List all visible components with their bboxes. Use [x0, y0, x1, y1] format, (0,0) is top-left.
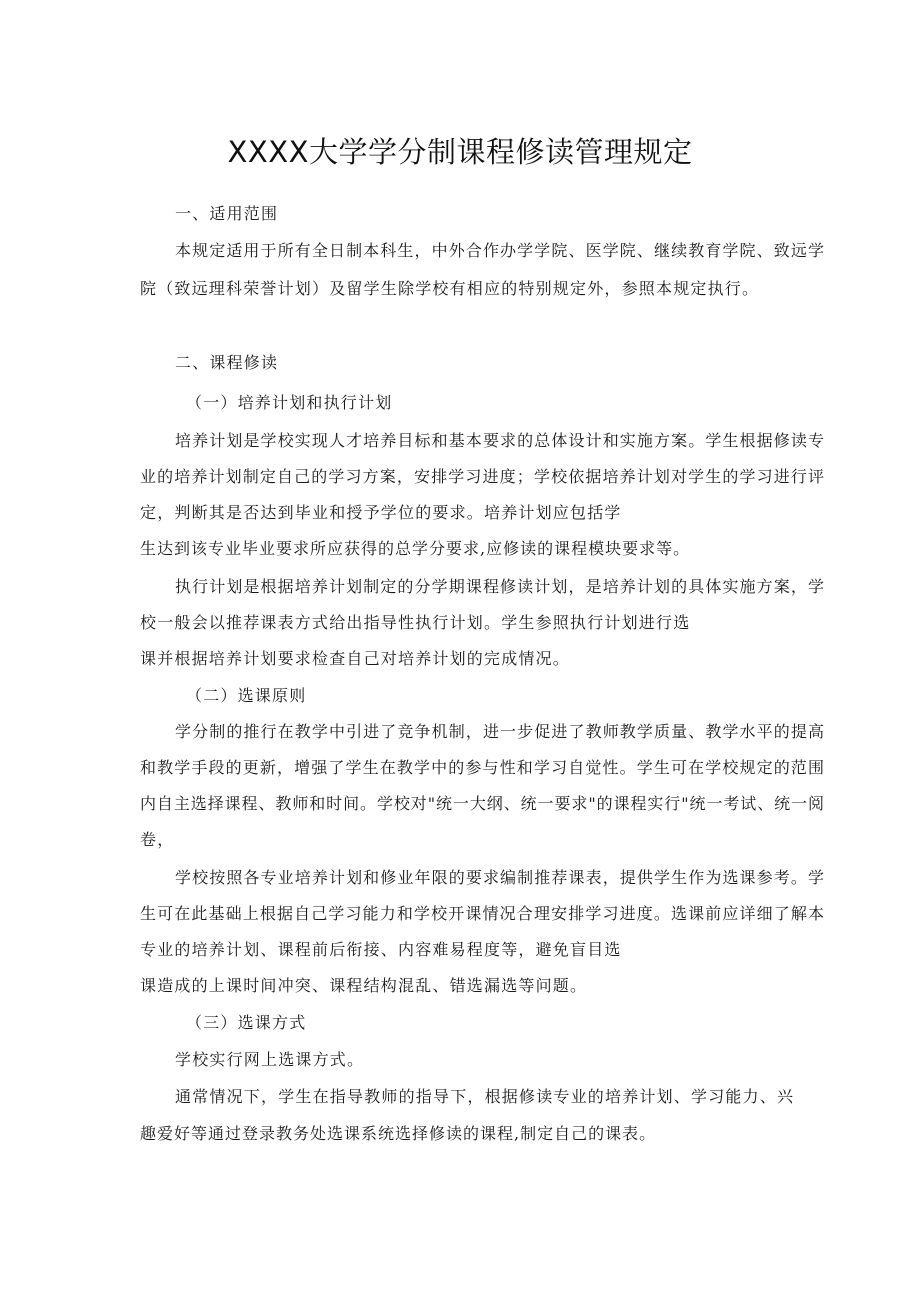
subsection-heading: （三）选课方式	[186, 1013, 307, 1032]
document-title: XXXX大学学分制课程修读管理规定	[227, 135, 693, 169]
paragraph-line: 专业的培养计划、课程前后衔接、内容难易程度等，避免盲目选	[140, 940, 622, 959]
paragraph-line: 校一般会以推荐课表方式给出指导性执行计划。学生参照执行计划进行选	[140, 613, 691, 632]
paragraph-line: 定，判断其是否达到毕业和授予学位的要求。培养计划应包括学	[140, 503, 622, 522]
paragraph-line: 学校实行网上选课方式。	[175, 1050, 365, 1069]
paragraph-line: 课并根据培养计划要求检查自己对培养计划的完成情况。	[140, 649, 571, 668]
paragraph-line: 内自主选择课程、教师和时间。学校对"统一大纲、统一要求"的课程实行"统一考试、统一阅	[140, 794, 824, 813]
paragraph-line: 通常情况下，学生在指导教师的指导下，根据修读专业的培养计划、学习能力、兴	[175, 1087, 795, 1106]
paragraph-line: 生达到该专业毕业要求所应获得的总学分要求,应修读的课程模块要求等。	[140, 539, 691, 558]
paragraph-line: 执行计划是根据培养计划制定的分学期课程修读计划，是培养计划的具体实施方案，学	[175, 577, 824, 596]
paragraph-line: 卷，	[140, 830, 175, 849]
paragraph-line: 院（致远理科荣誉计划）及留学生除学校有相应的特别规定外，参照本规定执行。	[140, 279, 760, 298]
section-heading: 二、课程修读	[175, 353, 279, 372]
paragraph-line: 生可在此基础上根据自己学习能力和学校开课情况合理安排学习进度。选课前应详细了解本	[140, 904, 824, 923]
subsection-heading: （一）培养计划和执行计划	[186, 393, 393, 412]
paragraph-line: 学校按照各专业培养计划和修业年限的要求编制推荐课表，提供学生作为选课参考。学	[175, 868, 824, 887]
paragraph-line: 本规定适用于所有全日制本科生，中外合作办学学院、医学院、继续教育学院、致远学	[175, 241, 824, 260]
paragraph-line: 培养计划是学校实现人才培养目标和基本要求的总体设计和实施方案。学生根据修读专	[175, 431, 824, 450]
paragraph-line: 课造成的上课时间冲突、课程结构混乱、错选漏选等问题。	[140, 976, 588, 995]
paragraph-line: 和教学手段的更新，增强了学生在教学中的参与性和学习自觉性。学生可在学校规定的范围	[140, 758, 824, 777]
paragraph-line: 业的培养计划制定自己的学习方案，安排学习进度；学校依据培养计划对学生的学习进行评	[140, 467, 824, 486]
paragraph-line: 学分制的推行在教学中引进了竞争机制，进一步促进了教师教学质量、教学水平的提高	[175, 722, 824, 741]
subsection-heading: （二）选课原则	[186, 686, 307, 705]
paragraph-line: 趣爱好等通过登录教务处选课系统选择修读的课程,制定自己的课表。	[140, 1124, 657, 1143]
section-heading: 一、适用范围	[175, 204, 279, 223]
